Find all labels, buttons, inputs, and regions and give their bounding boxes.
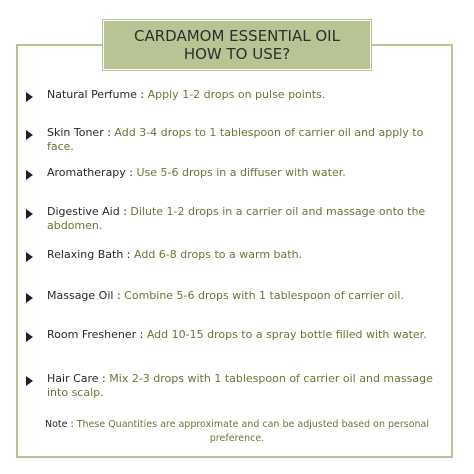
usage-item-label: Aromatherapy :: [47, 166, 134, 179]
usage-item-hair-care: [26, 372, 436, 400]
arrow-right-icon: [26, 92, 33, 102]
title-line-1: CARDAMOM ESSENTIAL OIL: [134, 27, 340, 45]
usage-item-room-freshener: [26, 328, 436, 342]
usage-item-skin-toner: [26, 126, 436, 154]
usage-item-description: Add 3-4 drops to 1 tablespoon of carrier oil and apply to face.: [47, 126, 424, 153]
usage-item-label: Hair Care :: [47, 372, 106, 385]
usage-item-description: Use 5-6 drops in a diffuser with water.: [136, 166, 346, 179]
usage-item-description: Dilute 1-2 drops in a carrier oil and massage onto the abdomen.: [47, 205, 426, 232]
title-banner: [103, 20, 371, 70]
arrow-right-icon: [26, 209, 33, 219]
usage-item-digestive-aid: [26, 205, 436, 233]
note-label: Note :: [44, 419, 74, 430]
arrow-right-icon: [26, 252, 33, 262]
arrow-right-icon: [26, 332, 33, 342]
usage-item-relaxing-bath: [26, 248, 436, 262]
arrow-right-icon: [26, 293, 33, 303]
usage-item-description: Apply 1-2 drops on pulse points.: [147, 88, 326, 101]
usage-item-description: Combine 5-6 drops with 1 tablespoon of carrier oil.: [124, 289, 404, 302]
usage-item-label: Room Freshener :: [47, 328, 144, 341]
usage-item-label: Skin Toner :: [47, 126, 111, 139]
note-text: These Quantities are approximate and can be adjusted based on personal preference.: [76, 419, 430, 444]
usage-item-description: Add 6-8 drops to a warm bath.: [134, 248, 303, 261]
arrow-right-icon: [26, 130, 33, 140]
title-line-2: HOW TO USE?: [183, 45, 291, 63]
usage-item-aromatherapy: [26, 166, 436, 180]
arrow-right-icon: [26, 376, 33, 386]
footnote: [40, 418, 434, 446]
arrow-right-icon: [26, 170, 33, 180]
usage-item-massage-oil: [26, 289, 436, 303]
usage-item-description: Mix 2-3 drops with 1 tablespoon of carrier oil and massage into scalp.: [47, 372, 433, 399]
usage-item-label: Relaxing Bath :: [47, 248, 131, 261]
usage-item-label: Natural Perfume :: [47, 88, 145, 101]
usage-item-natural-perfume: [26, 88, 436, 102]
usage-item-label: Digestive Aid :: [47, 205, 127, 218]
usage-item-description: Add 10-15 drops to a spray bottle filled with water.: [146, 328, 427, 341]
usage-item-label: Massage Oil :: [47, 289, 121, 302]
